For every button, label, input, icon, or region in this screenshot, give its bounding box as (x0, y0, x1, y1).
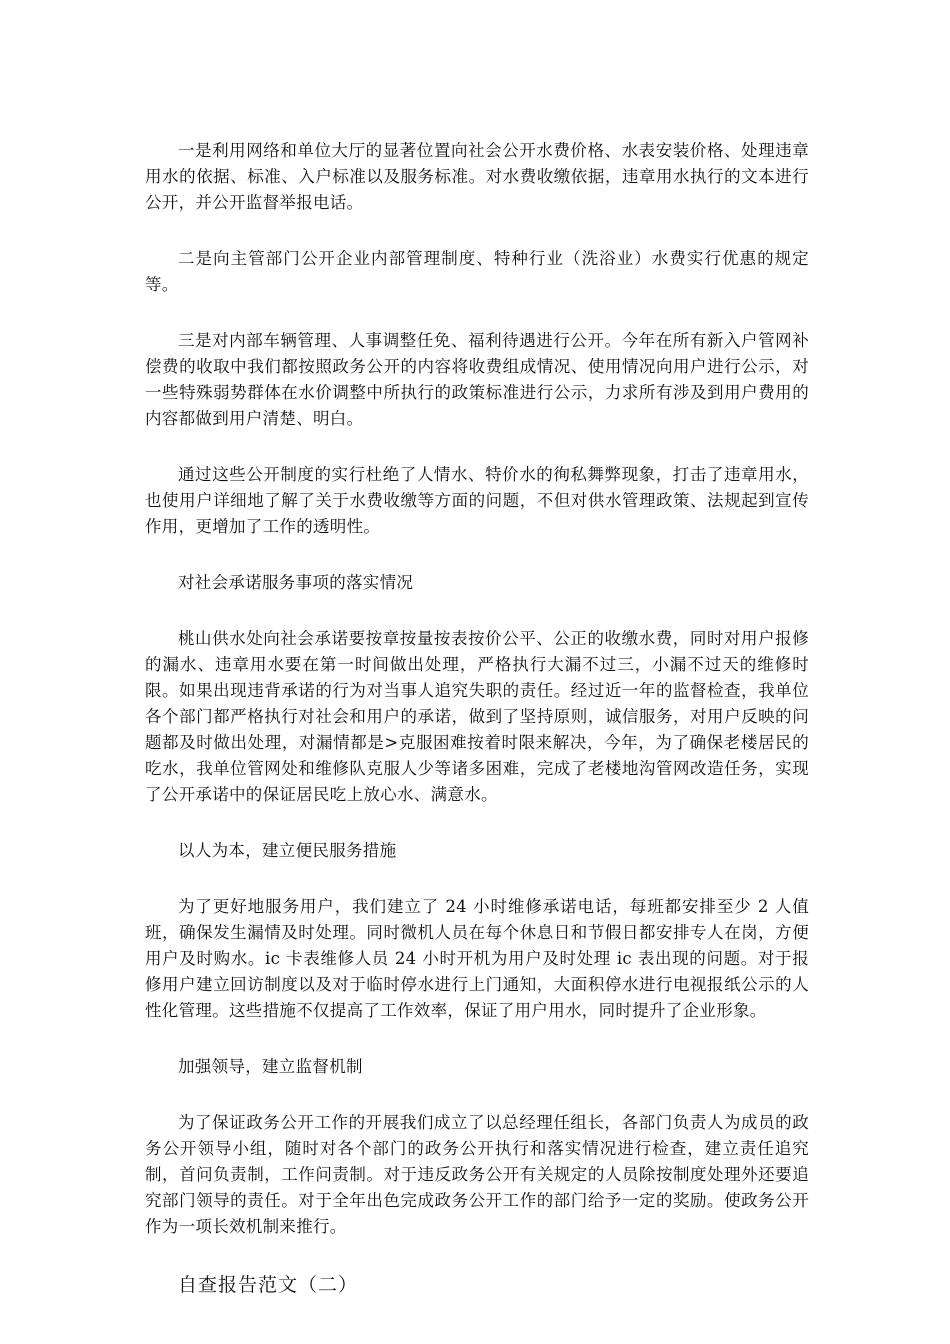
paragraph-supervision: 为了保证政务公开工作的开展我们成立了以总经理任组长，各部门负责人为成员的政务公开领导小组，随时对各个部门的政务公开执行和落实情况进行检查，建立责任追究制，首问负责制，工作问责制。对于违反政务公开有关规定的人员除按制度处理外还要追究部门领导的责任。对于全年出色完成政务公开工作的部门给予一定的奖励。使政务公开作为一项长效机制来推行。 (145, 1113, 809, 1236)
heading-commitment: 对社会承诺服务事项的落实情况 (178, 573, 414, 592)
section-title: 自查报告范文（二） (178, 1274, 359, 1296)
paragraph-internal-rules: 二是向主管部门公开企业内部管理制度、特种行业（洗浴业）水费实行优惠的规定等。 (145, 249, 809, 294)
paragraph-service-measures: 为了更好地服务用户，我们建立了 24 小时维修承诺电话，每班都安排至少 2 人值班，确保发生漏情及时处理。同时微机人员在每个休息日和节假日都安排专人在岗，方便用户及时购水。ic 卡表维修人员 24 小时开机为用户及时处理 ic 表出现的问题。对于报修用户建立回访制度以及对于临时停水进行上门通知，大面积停水进行电视报纸公示的人性化管理。这些措施不仅提高了工作效率，保证了用户用水，同时提升了企业形象。 (145, 897, 809, 1020)
paragraph-vehicle-personnel: 三是对内部车辆管理、人事调整任免、福利待遇进行公开。今年在所有新入户管网补偿费的收取中我们都按照政务公开的内容将收费组成情况、使用情况向用户进行公示，对一些特殊弱势群体在水价调整中所执行的政策标准进行公示，力求所有涉及到用户费用的内容都做到用户清楚、明白。 (145, 331, 809, 428)
document-body (145, 138, 809, 1300)
heading-people-first: 以人为本，建立便民服务措施 (178, 841, 397, 860)
paragraph-public-prices: 一是利用网络和单位大厅的显著位置向社会公开水费价格、水表安装价格、处理违章用水的依据、标准、入户标准以及服务标准。对水费收缴依据，违章用水执行的文本进行公开，并公开监督举报电话。 (145, 141, 809, 212)
paragraph-transparency: 通过这些公开制度的实行杜绝了人情水、特价水的徇私舞弊现象，打击了违章用水，也使用户详细地了解了关于水费收缴等方面的问题，不但对供水管理政策、法规起到宣传作用，更增加了工作的透明性。 (145, 465, 809, 536)
paragraph-commitment: 桃山供水处向社会承诺要按章按量按表按价公平、公正的收缴水费，同时对用户报修的漏水、违章用水要在第一时间做出处理，严格执行大漏不过三，小漏不过天的维修时限。如果出现违背承诺的行为对当事人追究失职的责任。经过近一年的监督检查，我单位各个部门都严格执行对社会和用户的承诺，做到了坚持原则，诚信服务，对用户反映的问题都及时做出处理，对漏情都是>克服困难按着时限来解决，今年，为了确保老楼居民的吃水，我单位管网处和维修队克服人少等诸多困难，完成了老楼地沟管网改造任务，实现了公开承诺中的保证居民吃上放心水、满意水。 (145, 629, 809, 804)
heading-leadership: 加强领导，建立监督机制 (178, 1057, 363, 1076)
